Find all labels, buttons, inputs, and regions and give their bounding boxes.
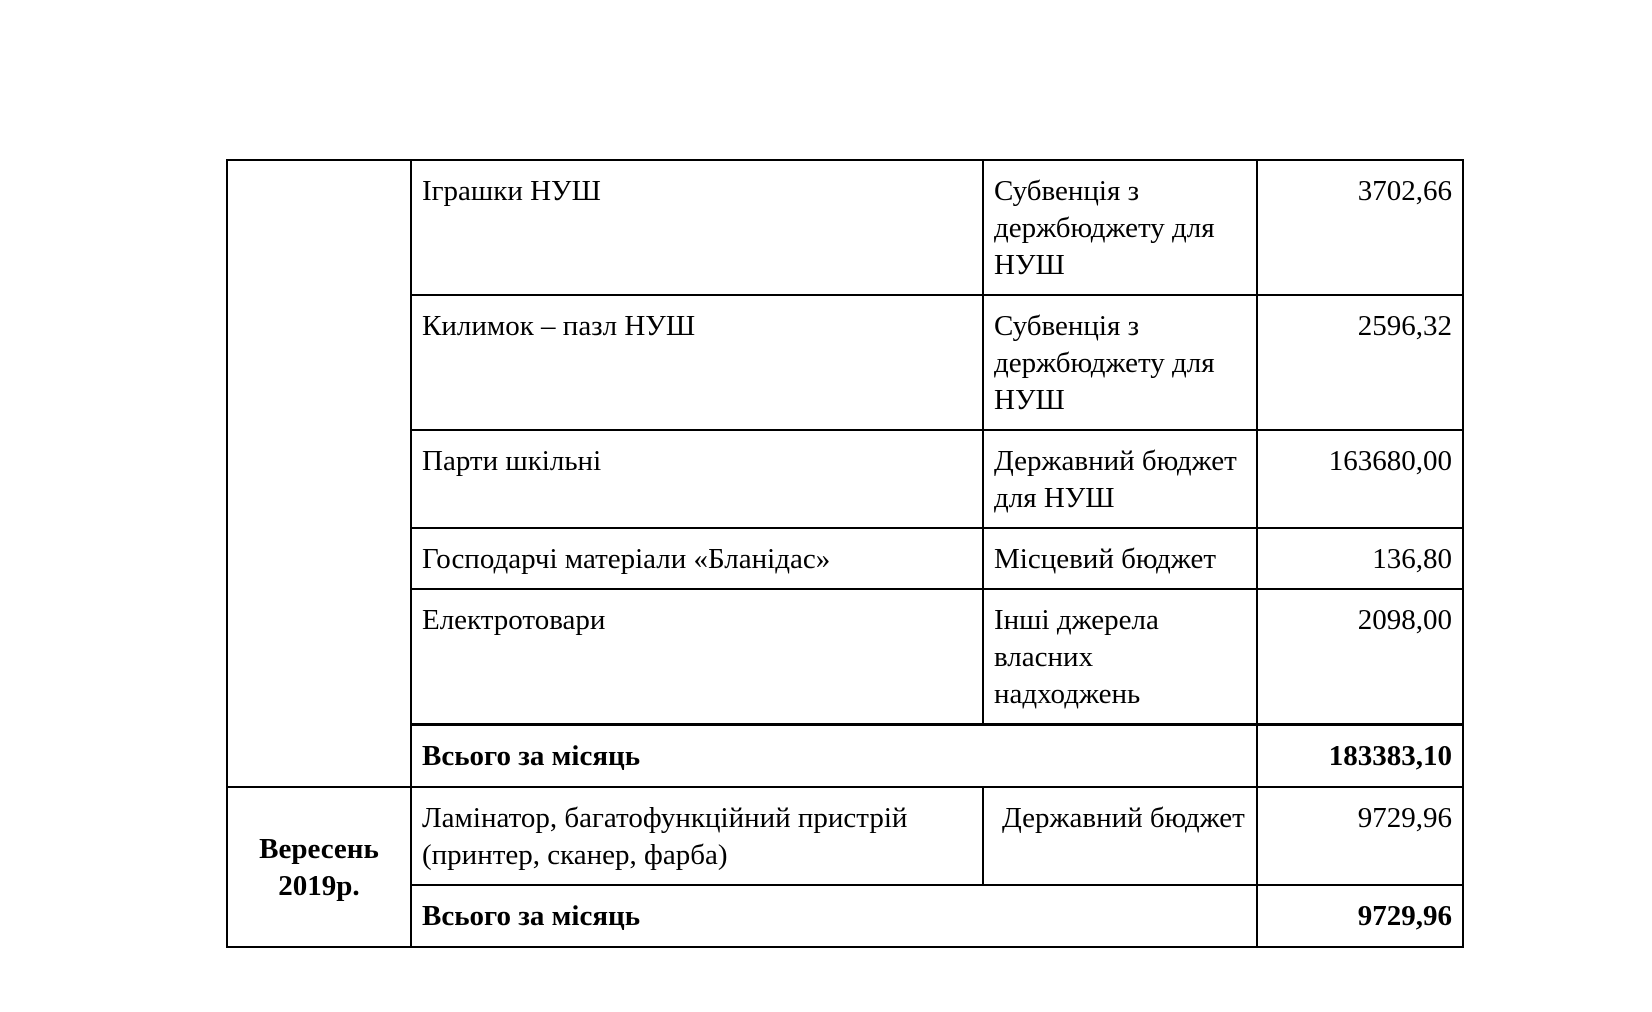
item-cell: Парти шкільні [411,430,983,528]
item-cell: Ламінатор, багатофункційний пристрій (принтер, сканер, фарба) [411,787,983,885]
table-row [227,160,1463,295]
source-cell: Субвенція з держбюджету для НУШ [983,160,1257,295]
amount-cell: 2098,00 [1257,589,1463,725]
month-cell [227,160,411,787]
total-row [227,885,1463,947]
source-text: Державний бюджет [1002,802,1245,834]
table-row [227,430,1463,528]
amount-cell: 136,80 [1257,528,1463,589]
source-cell: Державний бюджет для НУШ [983,430,1257,528]
table-row [227,589,1463,725]
item-cell: Електротовари [411,589,983,725]
amount-cell: 9729,96 [1257,787,1463,885]
month-cell: Вересень 2019р. [227,787,411,947]
item-cell: Іграшки НУШ [411,160,983,295]
table-row [227,528,1463,589]
total-label: Всього за місяць [411,725,1257,788]
amount-cell: 3702,66 [1257,160,1463,295]
source-cell: Інші джерела власних надходжень [983,589,1257,725]
expenses-table [226,159,1464,948]
source-cell: Місцевий бюджет [983,528,1257,589]
source-cell: Субвенція з держбюджету для НУШ [983,295,1257,430]
item-cell: Господарчі матеріали «Бланідас» [411,528,983,589]
source-cell [983,787,1257,885]
total-amount: 183383,10 [1257,725,1463,788]
amount-cell: 2596,32 [1257,295,1463,430]
total-amount: 9729,96 [1257,885,1463,947]
total-row [227,725,1463,788]
table-row [227,295,1463,430]
amount-cell: 163680,00 [1257,430,1463,528]
item-cell: Килимок – пазл НУШ [411,295,983,430]
table-row [227,787,1463,885]
total-label: Всього за місяць [411,885,1257,947]
